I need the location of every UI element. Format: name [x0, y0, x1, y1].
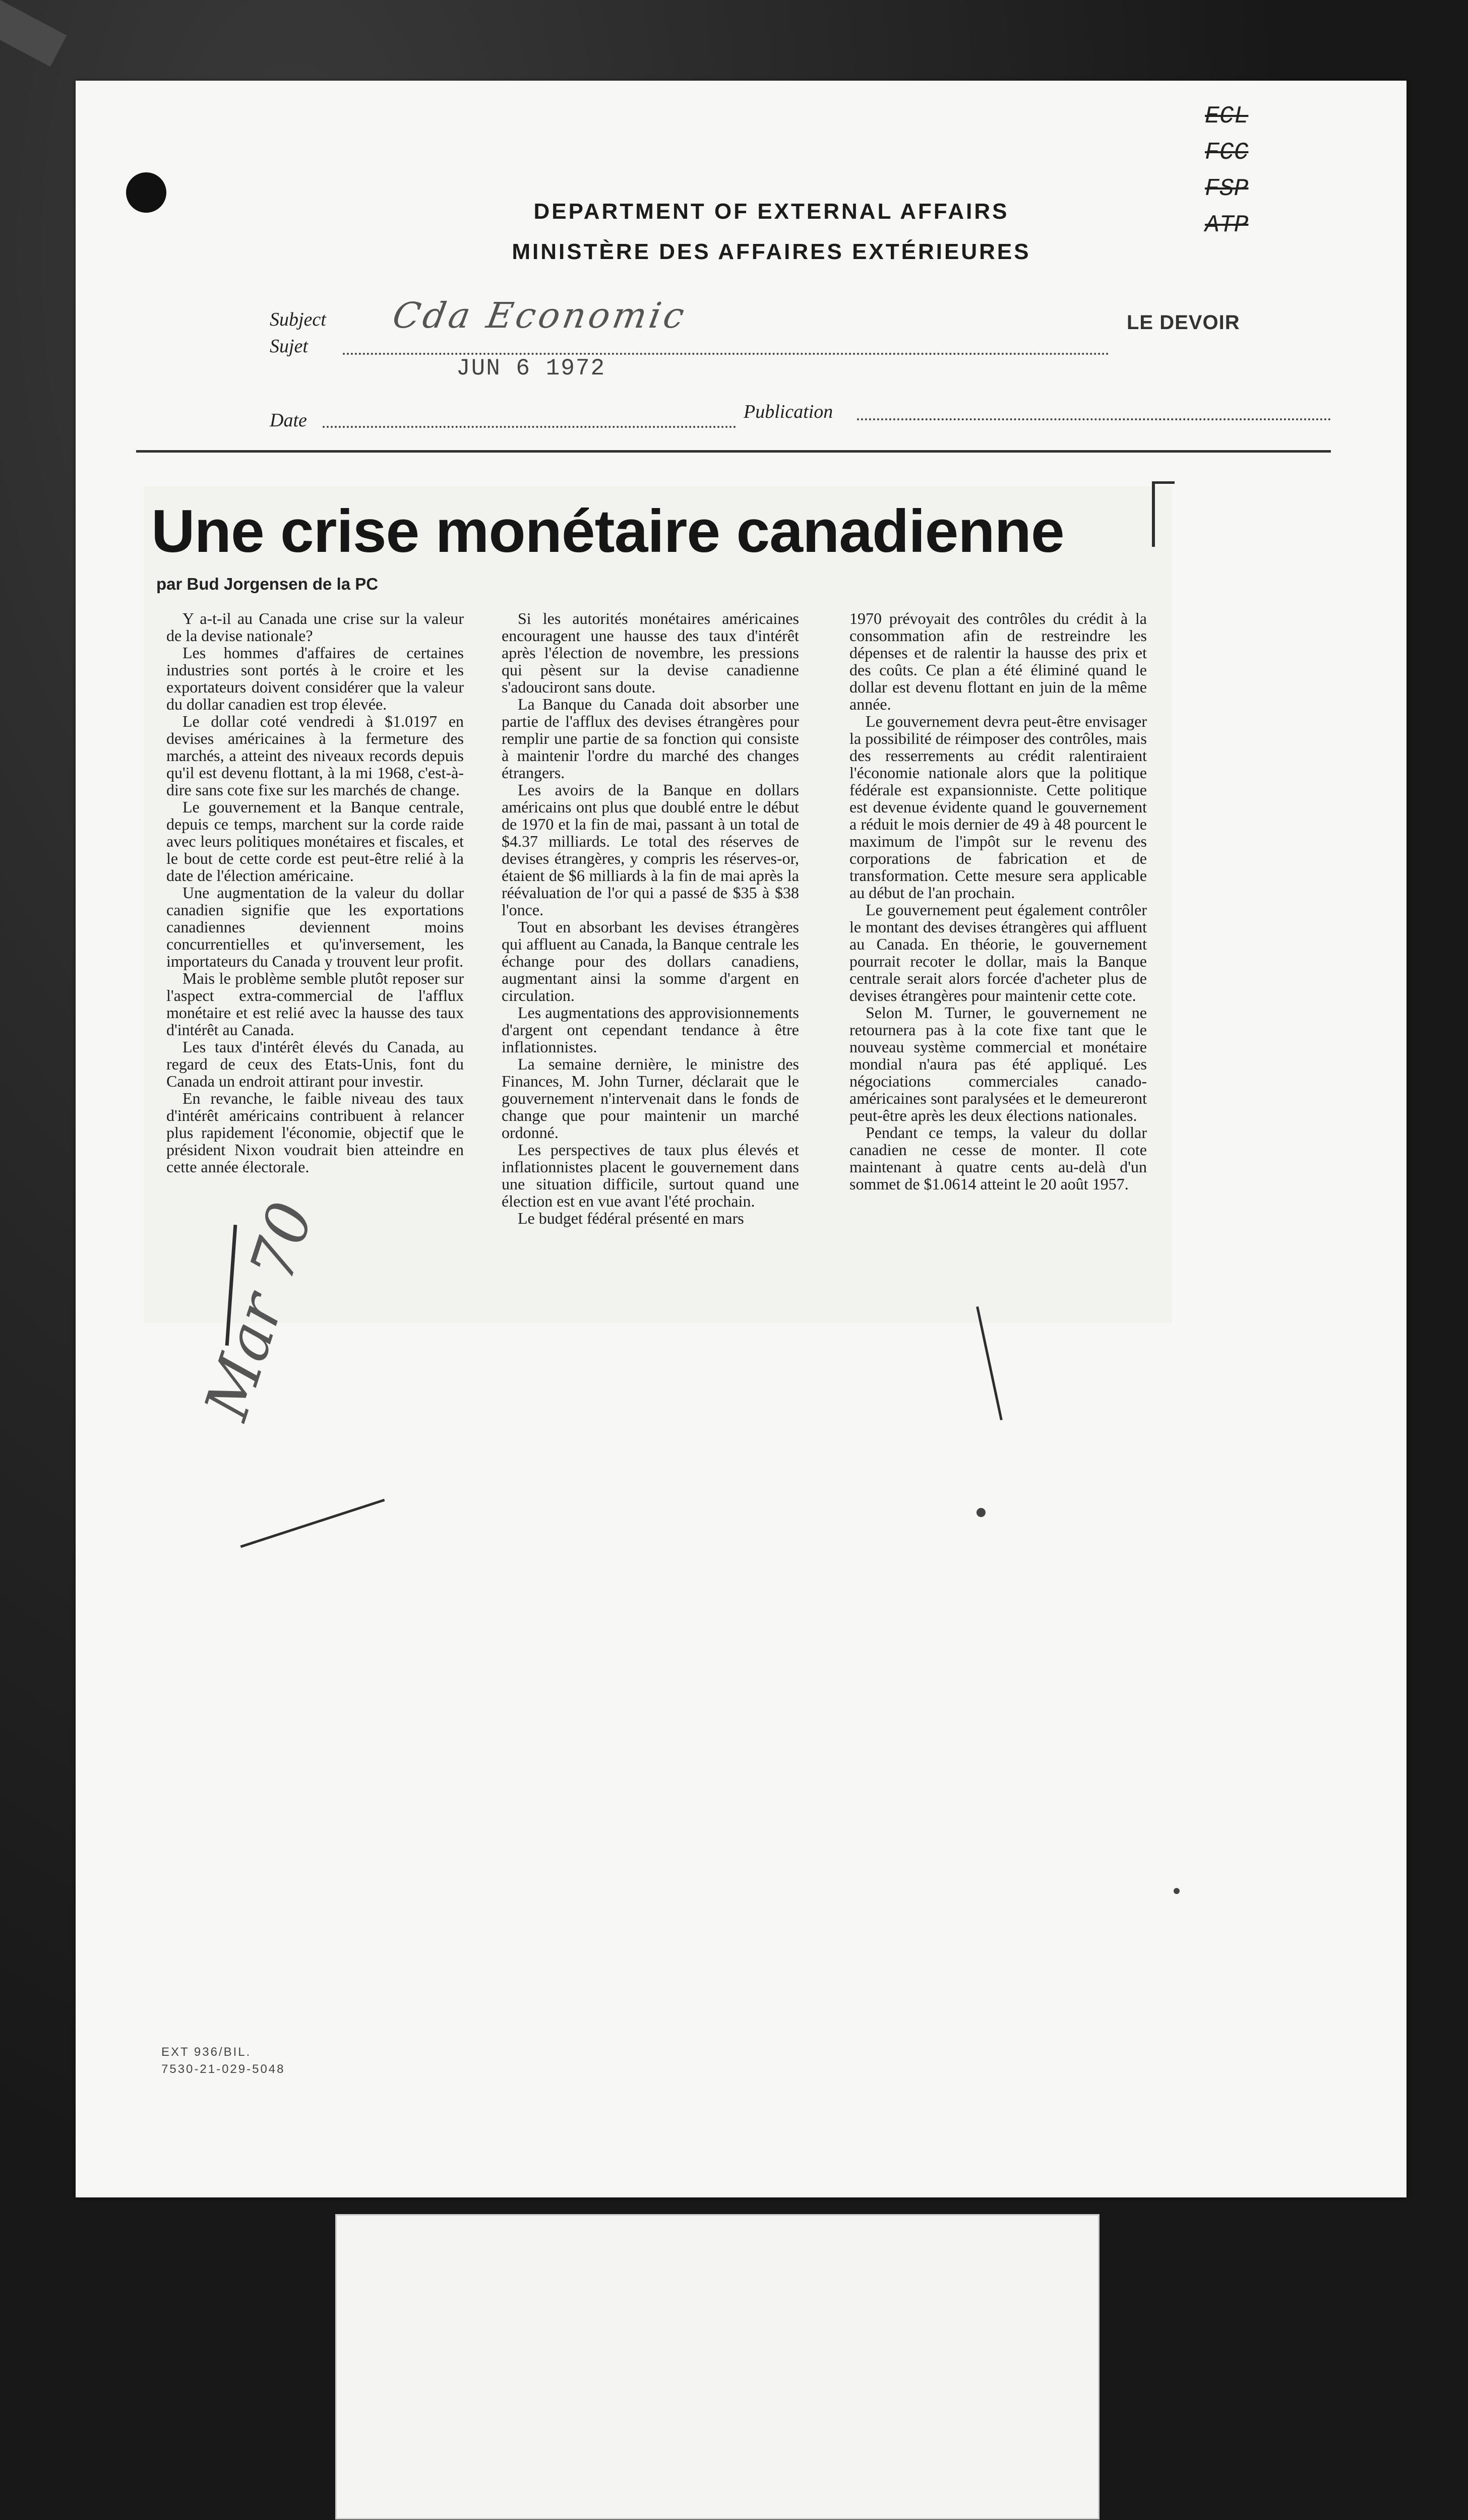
routing-mark: ATP — [1205, 212, 1249, 239]
scan-speck — [976, 1508, 986, 1517]
pen-mark — [1152, 481, 1155, 547]
attached-paper-stub — [335, 2214, 1099, 2519]
publication-dotted-line — [857, 418, 1331, 420]
stock-number: 7530-21-029-5048 — [161, 2062, 285, 2076]
article-column-1 — [166, 610, 464, 1175]
article-byline: par Bud Jorgensen de la PC — [156, 575, 379, 593]
punch-hole — [126, 172, 166, 213]
article-paragraph: Le gouvernement et la Banque centrale, depuis ce temps, marchent sur la corde raide avec leurs politiques monétaires et fiscales, et le bout de cette corde est peut-être relié à la date de l'élection américaine. — [166, 798, 464, 885]
article-paragraph: En revanche, le faible niveau des taux d'intérêt américains contribuent à relancer plus rapidement l'économie, objectif que le président Nixon voudrait bien atteindre en cette année électorale. — [166, 1089, 464, 1176]
publication-label: Publication — [744, 401, 833, 422]
article-paragraph: La semaine dernière, le ministre des Finances, M. John Turner, déclarait que le gouvernement n'intervenait dans le fonds de change que pour maintenir un marché ordonné. — [502, 1055, 799, 1142]
routing-mark: ECL — [1205, 103, 1249, 130]
subject-label-fr: Sujet — [270, 336, 308, 357]
article-paragraph: Le dollar coté vendredi à $1.0197 en devises américaines à la fermeture des marchés, a atteint des niveaux records depuis qu'il est devenu flottant, à la mi 1968, c'est-à-dire sans cote fixe sur les marchés de change. — [166, 712, 464, 799]
article-paragraph: Les hommes d'affaires de certaines industries sont portés à le croire et les exportateurs doivent considérer que la valeur du dollar canadien est trop élevée. — [166, 644, 464, 713]
article-paragraph: Les avoirs de la Banque en dollars américains ont plus que doublé entre le début de 1970 et la fin de mai, passant à un total de $4.37 milliards. Le total des réserves de devises étrangères, y compris les réserves-or, étaient de $6 milliards à la fin de mai après la réévaluation de l'or qui a passé de $35 à $38 l'once. — [502, 781, 799, 919]
article-column-3 — [849, 610, 1147, 1192]
article-paragraph: Le budget fédéral présenté en mars — [518, 1209, 744, 1227]
article-paragraph: Tout en absorbant les devises étrangères qui affluent au Canada, la Banque centrale les échange pour des dollars canadiens, augmentant ainsi la somme d'argent en circulation. — [502, 918, 799, 1004]
routing-marks — [1205, 98, 1356, 243]
form-code: EXT 936/BIL. — [161, 2045, 252, 2059]
publication-stamp: LE DEVOIR — [1127, 311, 1240, 334]
article-paragraph: Y a-t-il au Canada une crise sur la valeur de la devise nationale? — [166, 609, 464, 645]
article-paragraph: 1970 prévoyait des contrôles du crédit à la consommation afin de restreindre les dépenses et de ralentir la hausse des prix et des coûts. Ce plan a été éliminé quand le dollar est devenu flottant en juin de la même année. — [849, 609, 1147, 713]
article-paragraph: Une augmentation de la valeur du dollar canadien signifie que les exportations canadiennes deviennent moins concurrentielles et qu'inversement, les importateurs du Canada y trouvent leur profit. — [166, 884, 464, 970]
department-name-fr: MINISTÈRE DES AFFAIRES EXTÉRIEURES — [512, 239, 1031, 264]
article-paragraph: Le gouvernement peut également contrôler le montant des devises étrangères qui affluent au Canada. En théorie, le gouvernement pourrait recoter le dollar, mais la Banque centrale serait alors forcée d'acheter plus de devises étrangères pour maintenir cette cote. — [849, 901, 1147, 1004]
article-paragraph: Mais le problème semble plutôt reposer sur l'aspect extra-commercial de l'afflux monétaire et est relié avec la hausse des taux d'intérêt au Canada. — [166, 969, 464, 1039]
article-paragraph: Les perspectives de taux plus élevés et inflationnistes placent le gouvernement dans une situation difficile, surtout quand une élection est en vue avant l'été prochain. — [502, 1141, 799, 1210]
article-paragraph: Le gouvernement devra peut-être envisager la possibilité de réimposer des contrôles, mais des resserrements au crédit ralentiraient l'économie nationale alors que la politique fédérale est expansionniste. Cette politique est devenue évidente quand le gouvernement a réduit le mois dernier de 49 à 48 pourcent le maximum de l'impôt sur le revenu des corporations de fabrication et de transformation. Cette mesure sera applicable au début de l'an prochain. — [849, 712, 1147, 902]
article-paragraph: La Banque du Canada doit absorber une partie de l'afflux des devises étrangères pour remplir une partie de sa fonction qui consiste à maintenir l'ordre du marché des changes étrangers. — [502, 695, 799, 782]
article-headline: Une crise monétaire canadienne — [151, 497, 1064, 565]
article-paragraph: Pendant ce temps, la valeur du dollar canadien ne cesse de monter. Il cote maintenant à quatre cents au-delà d'un sommet de $1.0614 atteint le 20 août 1957. — [849, 1123, 1147, 1193]
margin-annotation: Mar 70 — [192, 1194, 327, 1428]
article-paragraph: Les augmentations des approvisionnements d'argent ont cependant tendance à être inflationnistes. — [502, 1003, 799, 1056]
form-number — [161, 2044, 285, 2078]
article-paragraph: Selon M. Turner, le gouvernement ne retournera pas à la cote fixe tant que le nouveau système commercial et monétaire mondial n'aura pas été appliqué. Les négociations commerciales canado-américaines sont paralysées et le demeureront peut-être après les deux élections nationales. — [849, 1003, 1147, 1124]
date-stamp: JUN 6 1972 — [456, 355, 606, 382]
header-rule — [136, 450, 1331, 453]
subject-dotted-line — [343, 353, 1109, 355]
article-paragraph: Si les autorités monétaires américaines encouragent une hausse des taux d'intérêt après l'élection de novembre, les pressions qui pèsent sur la devise canadienne s'adouciront sans doute. — [502, 609, 799, 696]
subject-label-en: Subject — [270, 309, 326, 330]
article-paragraph: Les taux d'intérêt élevés du Canada, au regard de ceux des Etats-Unis, font du Canada un endroit attirant pour investir. — [166, 1038, 464, 1090]
date-dotted-line — [323, 426, 736, 428]
department-name-en: DEPARTMENT OF EXTERNAL AFFAIRS — [533, 199, 1009, 224]
routing-mark: FCC — [1205, 139, 1249, 166]
date-label: Date — [270, 410, 307, 431]
pen-mark — [1152, 481, 1175, 484]
subject-value: Cda Economic — [389, 295, 691, 336]
routing-mark: FSP — [1205, 175, 1249, 203]
scan-speck — [1174, 1888, 1180, 1894]
article-column-2 — [502, 610, 799, 1227]
